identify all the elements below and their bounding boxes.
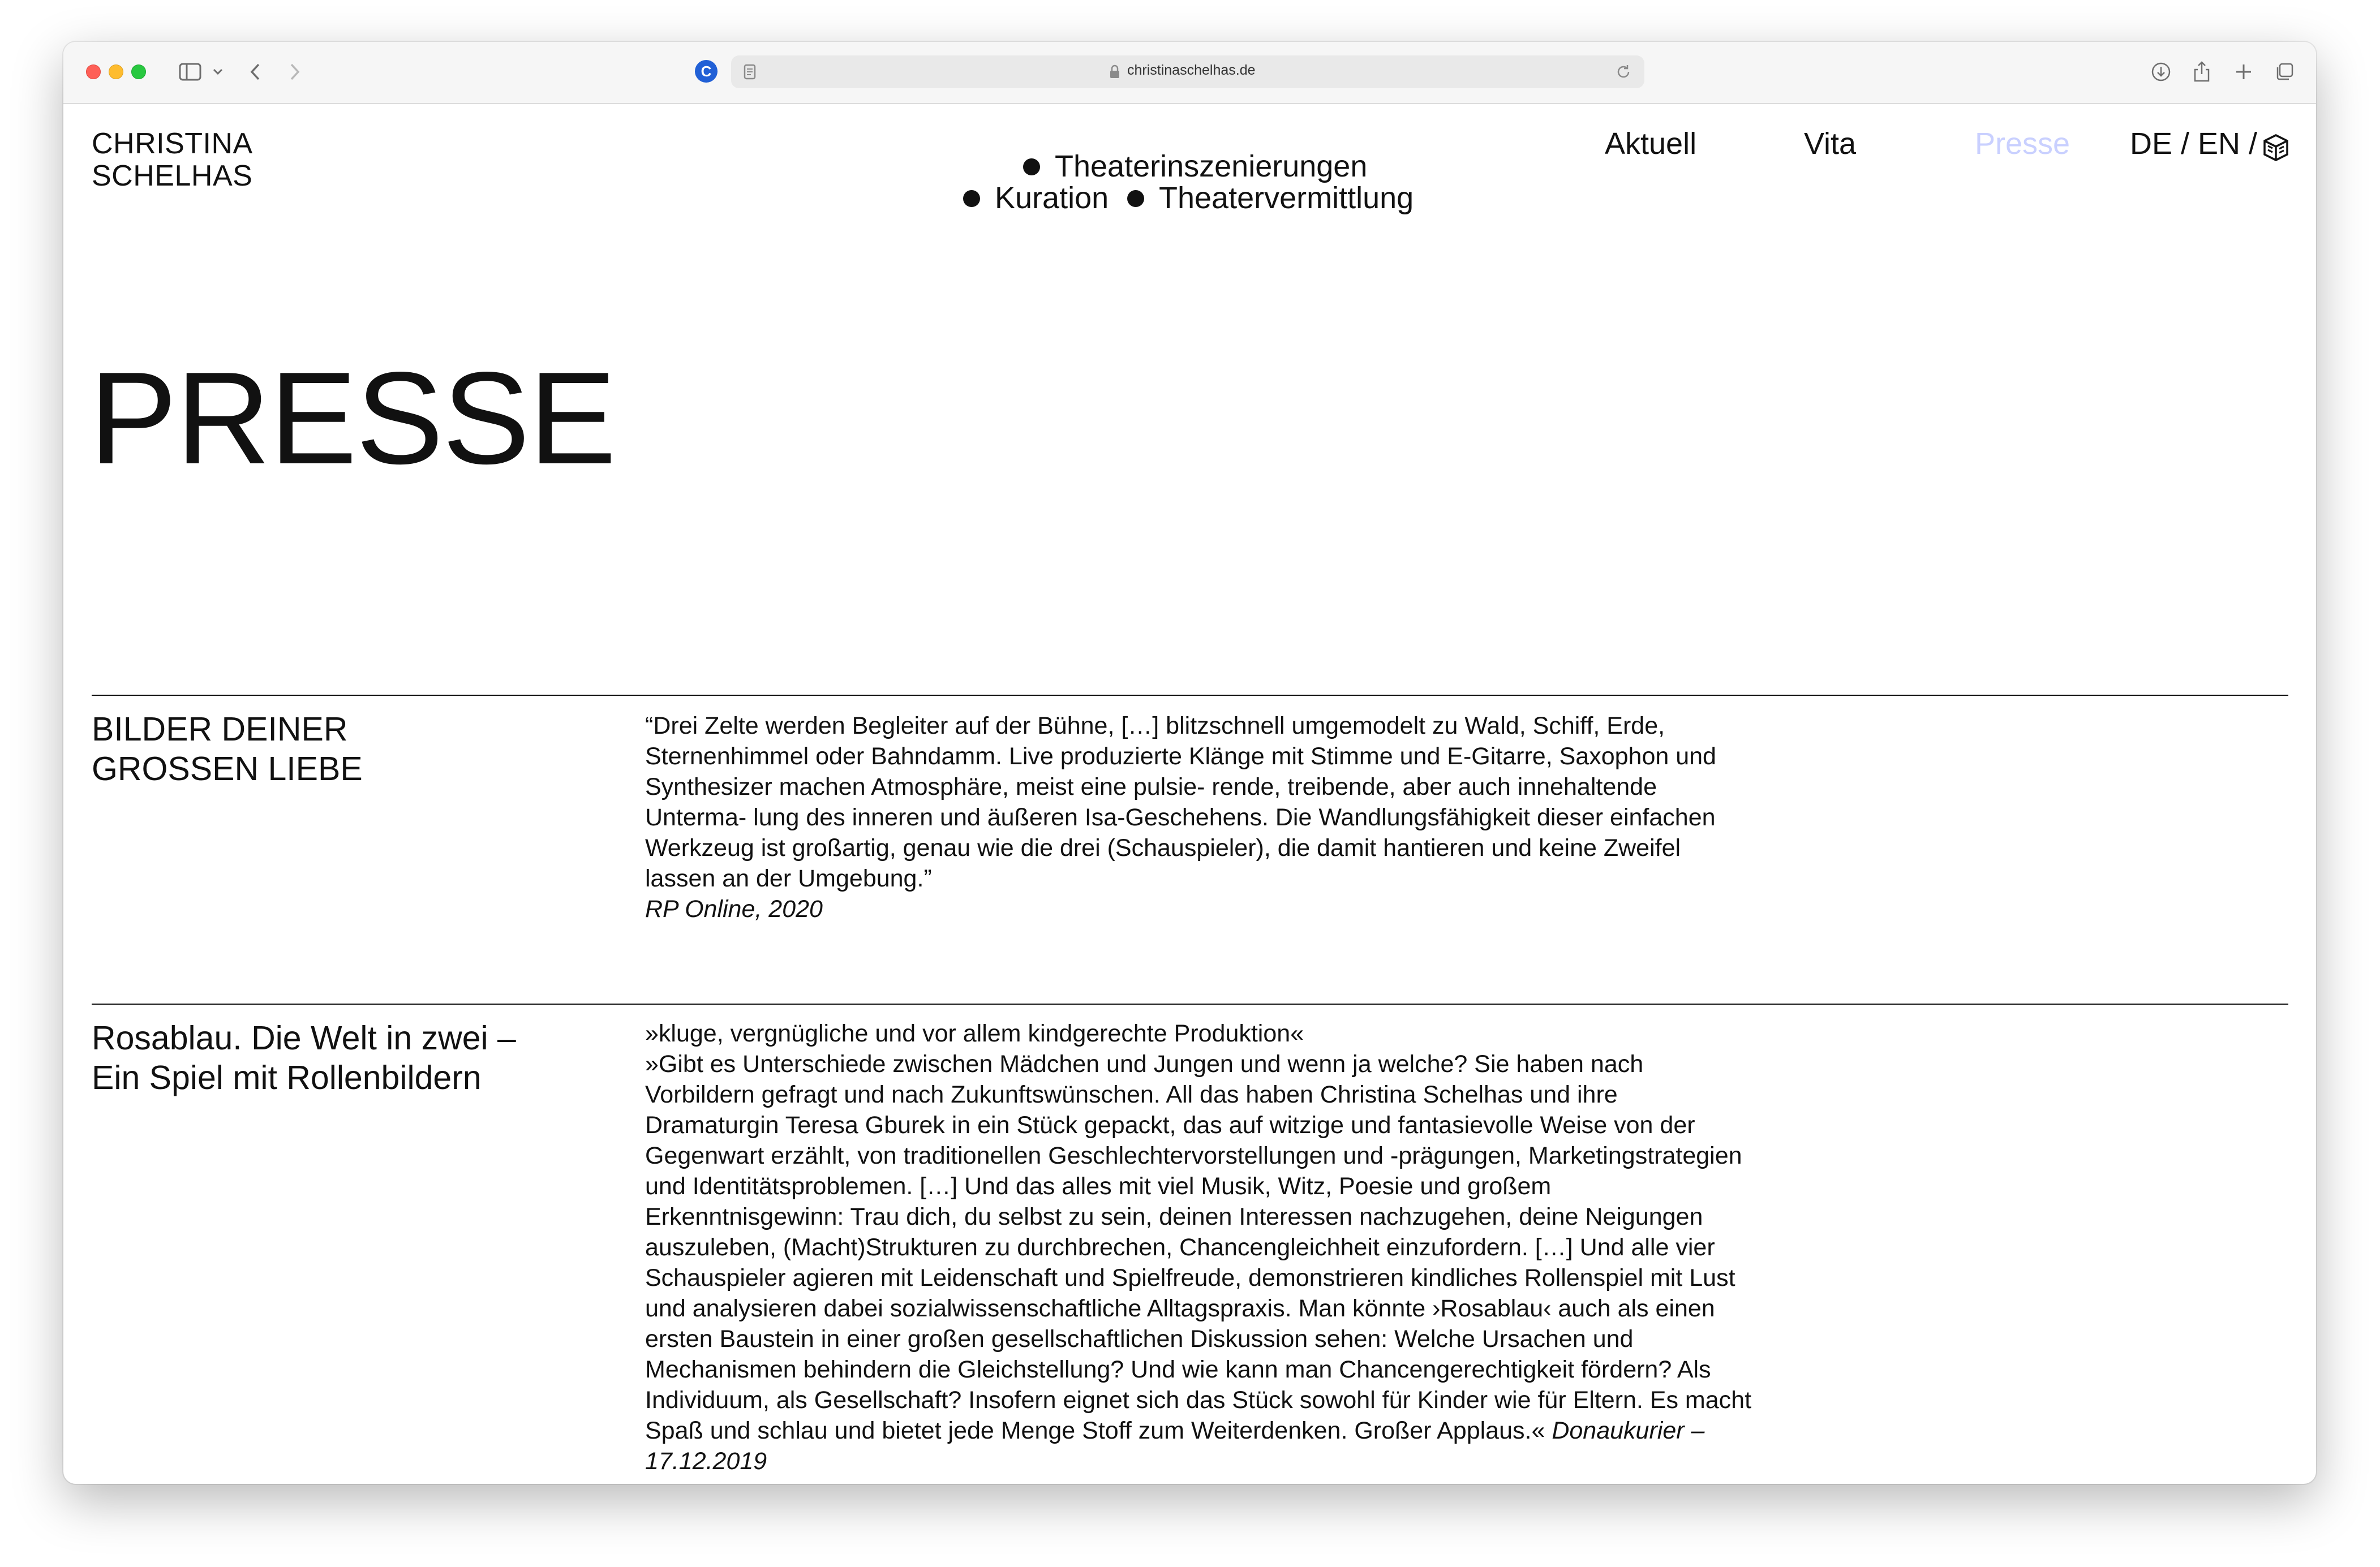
- chevron-down-icon[interactable]: [209, 57, 226, 87]
- new-tab-icon[interactable]: [2228, 57, 2259, 87]
- page-title: PRESSE: [89, 345, 616, 492]
- press-quote: [645, 711, 1754, 924]
- download-icon[interactable]: [2146, 57, 2176, 87]
- category-label: Theatervermittlung: [1159, 181, 1414, 215]
- quote-body: »Gibt es Unterschiede zwischen Mädchen und Jungen und wenn ja welche? Sie haben nach Vorbildern gefragt und nach Zukunftswünschen. All das haben Christina Schelhas und ihre Dramaturgin Teresa Gburek in ein Stück gepackt, das auf witzige und fantasievolle Weise von der Gegenwart erzählt, von traditionellen Geschlechtervorstellungen und -prägungen, Marketingstrategien und Identitätsproblemen. […] Und das alles mit viel Musik, Witz, Poesie und großem Erkenntnisgewinn: Trau dich, du selbst zu sein, deinen Interessen nachzugehen, deine Neigungen auszuleben, (Macht)Strukturen zu durchbrechen, Chancengleichheit einzufordern. […] Und alle vier Schauspieler agieren mit Leidenschaft und Spielfreude, demonstrieren kindliches Rollenspiel mit Lust und analysieren dabei sozialwissenschaftliche Alltagspraxis. Man könnte ›Rosablau‹ auch als einen ersten Baustein in einer großen gesellschaftlichen Diskussion sehen: Welche Ursachen und Mechanismen behindern die Gleichstellung? Und wie kann man Chancengerechtigkeit fördern? Als Individuum, als Gesellschaft? Insofern eignet sich das Stück sowohl für Kinder wie für Eltern. Es macht Spaß und schlau und bietet jede Menge Stoff zum Weiterdenken. Großer Applaus.«: [645, 1051, 1752, 1444]
- press-entry-title[interactable]: [92, 709, 363, 789]
- entry-title-line-2: Ein Spiel mit Rollenbildern: [92, 1059, 482, 1096]
- category-theatervermittlung[interactable]: [1127, 182, 1414, 214]
- entry-title-line-1: BILDER DEINER: [92, 711, 348, 748]
- site-logo[interactable]: [92, 128, 253, 192]
- lock-icon: [1109, 64, 1120, 82]
- nav-link-presse-active[interactable]: Presse: [1975, 127, 2070, 161]
- browser-toolbar: [63, 42, 2316, 104]
- back-icon[interactable]: [241, 57, 269, 87]
- url-text[interactable]: christinaschelhas.de: [1127, 62, 1256, 78]
- web-page: [63, 104, 2316, 1484]
- reader-icon[interactable]: [744, 64, 756, 83]
- category-label: Theaterinszenierungen: [1055, 149, 1368, 183]
- browser-window: [63, 42, 2316, 1484]
- language-switcher[interactable]: DE / EN /: [2130, 127, 2258, 161]
- zoom-window-button[interactable]: [131, 64, 146, 79]
- nav-link-aktuell[interactable]: Aktuell: [1605, 127, 1697, 161]
- minimize-window-button[interactable]: [109, 64, 123, 79]
- category-kuration[interactable]: [963, 182, 1109, 214]
- press-quote: [645, 1018, 1754, 1476]
- category-theaterinszenierungen[interactable]: [1023, 150, 1367, 183]
- close-window-button[interactable]: [86, 64, 101, 79]
- bullet-dot-icon: [1127, 190, 1144, 207]
- cube-icon[interactable]: [2262, 134, 2289, 165]
- brand-line-2: SCHELHAS: [92, 160, 253, 192]
- bullet-dot-icon: [1023, 158, 1040, 175]
- entry-title-line-1: Rosablau. Die Welt in zwei –: [92, 1019, 516, 1057]
- share-icon[interactable]: [2186, 57, 2217, 87]
- quote-source: Donaukurier – 17.12.2019: [645, 1417, 1705, 1475]
- brand-line-1: CHRISTINA: [92, 127, 253, 160]
- quote-text: [645, 1049, 1754, 1476]
- site-favicon: C: [695, 60, 718, 83]
- forward-icon[interactable]: [281, 57, 309, 87]
- quote-text: “Drei Zelte werden Begleiter auf der Bühne, […] blitzschnell umgemodelt zu Wald, Schiff, Erde, Sternenhimmel oder Bahndamm. Live produzierte Klänge mit Stimme und E-Gitarre, Saxophon und Synthesizer machen Atmosphäre, meist eine pulsie- rende, treibende, aber auch innehaltende Unterma- lung des inneren und äußeren Isa-Geschehens. Die Wandlungsfähigkeit dieser einfachen Werkzeug ist großartig, genau wie die drei (Schauspieler), die damit hantieren und keine Zweifel lassen an der Umgebung.”: [645, 712, 1716, 892]
- reload-icon[interactable]: [1615, 63, 1632, 83]
- entry-title-line-2: GROSSEN LIEBE: [92, 750, 363, 787]
- press-entry-title[interactable]: [92, 1018, 516, 1097]
- bullet-dot-icon: [963, 190, 980, 207]
- divider: [92, 1004, 2288, 1005]
- divider: [92, 695, 2288, 696]
- quote-source: RP Online, 2020: [645, 896, 823, 923]
- sidebar-toggle-icon[interactable]: [172, 57, 208, 87]
- quote-headline: »kluge, vergnügliche und vor allem kindgerechte Produktion«: [645, 1020, 1304, 1047]
- address-bar[interactable]: [731, 55, 1644, 88]
- nav-link-vita[interactable]: Vita: [1804, 127, 1857, 161]
- tab-overview-icon[interactable]: [2269, 57, 2300, 87]
- category-label: Kuration: [995, 181, 1109, 215]
